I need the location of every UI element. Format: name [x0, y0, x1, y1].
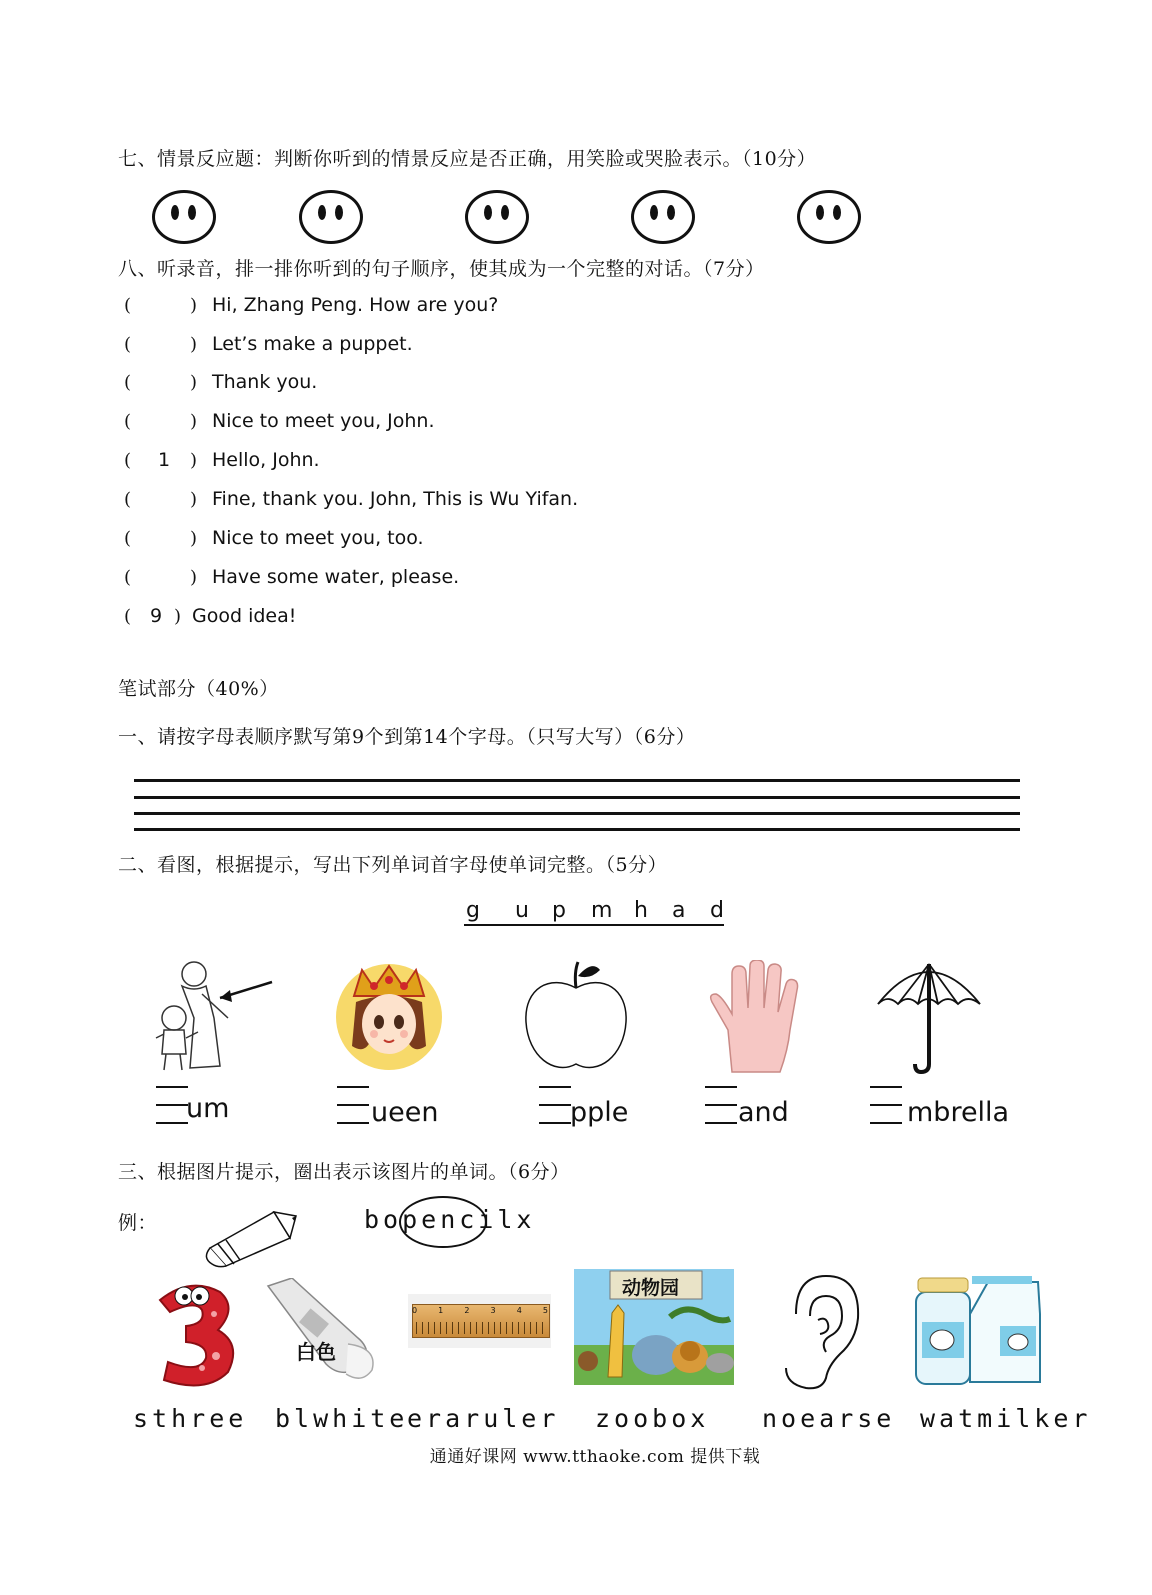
smiley-face-icon — [797, 190, 861, 244]
order-item: ( ) Nice to meet you, too. — [124, 527, 424, 549]
zoo-icon — [574, 1269, 734, 1385]
mixed-word[interactable]: zoobox — [595, 1404, 710, 1433]
number-three-icon — [150, 1282, 240, 1390]
answer-blank[interactable] — [870, 1086, 902, 1124]
hand-icon — [702, 960, 802, 1076]
page-footer: 通通好课网 www.tthaoke.com 提供下载 — [429, 1447, 761, 1467]
hint-underline — [464, 924, 724, 926]
hint-letter: d — [710, 898, 724, 923]
sentence: Nice to meet you, John. — [212, 410, 435, 432]
sentence: Have some water, please. — [212, 566, 460, 588]
sentence: Let’s make a puppet. — [212, 333, 413, 355]
sentence: Hi, Zhang Peng. How are you? — [212, 294, 499, 316]
answer-blank[interactable] — [156, 1086, 188, 1124]
order-number[interactable]: 9 — [149, 605, 163, 627]
milk-icon — [908, 1274, 1044, 1390]
order-item: ( ) Hi, Zhang Peng. How are you? — [124, 294, 499, 316]
part3-title: 三、根据图片提示，圈出表示该图片的单词。（6分） — [118, 1161, 570, 1183]
hint-letter: g — [466, 898, 480, 923]
sentence: Nice to meet you, too. — [212, 527, 424, 549]
mixed-word[interactable]: blwhite — [275, 1404, 409, 1433]
writing-line[interactable] — [134, 779, 1020, 782]
word-ending: and — [738, 1097, 789, 1128]
sentence: Good idea! — [192, 605, 297, 627]
order-item: ( 9 ) Good idea! — [124, 605, 297, 627]
hint-letter: m — [591, 898, 613, 923]
hint-letter: h — [634, 898, 648, 923]
ear-icon — [780, 1274, 862, 1390]
hint-letter: u — [515, 898, 529, 923]
hint-letter: p — [552, 898, 566, 923]
sentence: Fine, thank you. John, This is Wu Yifan. — [212, 488, 579, 510]
mixed-word[interactable]: watmilker — [920, 1404, 1092, 1433]
smiley-face-icon — [631, 190, 695, 244]
white-paint-tube-icon — [262, 1278, 382, 1388]
smiley-face-icon — [465, 190, 529, 244]
hint-letter: a — [672, 898, 686, 923]
order-number[interactable]: 1 — [157, 449, 171, 471]
apple-icon — [520, 960, 632, 1076]
order-item: ( ) Nice to meet you, John. — [124, 410, 435, 432]
example-label: 例： — [118, 1212, 158, 1234]
written-part-title: 笔试部分（40%） — [118, 678, 279, 700]
smiley-face-icon — [152, 190, 216, 244]
umbrella-icon — [874, 958, 984, 1076]
sentence: Hello, John. — [212, 449, 320, 471]
zoo-label: 动物园 — [622, 1277, 680, 1299]
queen-icon — [334, 962, 444, 1072]
mixed-word[interactable]: noearse — [762, 1404, 896, 1433]
word-ending: mbrella — [907, 1097, 1010, 1128]
word-ending: pple — [570, 1097, 629, 1128]
writing-line[interactable] — [134, 828, 1020, 831]
circle-mark-icon — [398, 1195, 488, 1249]
section7-title: 七、情景反应题：判断你听到的情景反应是否正确，用笑脸或哭脸表示。（10分） — [118, 148, 817, 170]
part2-title: 二、看图，根据提示，写出下列单词首字母使单词完整。（5分） — [118, 854, 668, 876]
ruler-tick: 4 — [516, 1306, 522, 1315]
pencil-icon — [200, 1198, 300, 1268]
sentence: Thank you. — [212, 371, 318, 393]
tube-label: 白色 — [296, 1340, 336, 1364]
word-ending: um — [186, 1093, 230, 1124]
order-item: ( ) Thank you. — [124, 371, 318, 393]
order-item: ( 1 ) Hello, John. — [124, 449, 320, 471]
ruler-icon — [408, 1294, 551, 1348]
mixed-word[interactable]: eraruler — [407, 1404, 560, 1433]
ruler-tick: 3 — [490, 1306, 496, 1315]
order-item: ( ) Let’s make a puppet. — [124, 333, 413, 355]
smiley-face-icon — [299, 190, 363, 244]
order-item: ( ) Have some water, please. — [124, 566, 460, 588]
writing-line[interactable] — [134, 812, 1020, 815]
ruler-tick: 1 — [438, 1306, 444, 1315]
order-item: ( ) Fine, thank you. John, This is Wu Yifan. — [124, 488, 579, 510]
mixed-word[interactable]: sthree — [133, 1404, 248, 1433]
section8-title: 八、听录音，排一排你听到的句子顺序，使其成为一个完整的对话。（7分） — [118, 258, 765, 280]
mother-child-icon — [150, 958, 275, 1076]
writing-line[interactable] — [134, 796, 1020, 799]
ruler-tick: 2 — [464, 1306, 470, 1315]
word-ending: ueen — [371, 1097, 439, 1128]
ruler-tick: 0 — [412, 1306, 418, 1315]
ruler-tick: 5 — [542, 1306, 548, 1315]
example-word: bopencilx — [364, 1205, 536, 1234]
part1-title: 一、请按字母表顺序默写第9个到第14个字母。（只写大写）（6分） — [118, 726, 696, 748]
answer-blank[interactable] — [705, 1086, 737, 1124]
answer-blank[interactable] — [337, 1086, 369, 1124]
answer-blank[interactable] — [539, 1086, 571, 1124]
